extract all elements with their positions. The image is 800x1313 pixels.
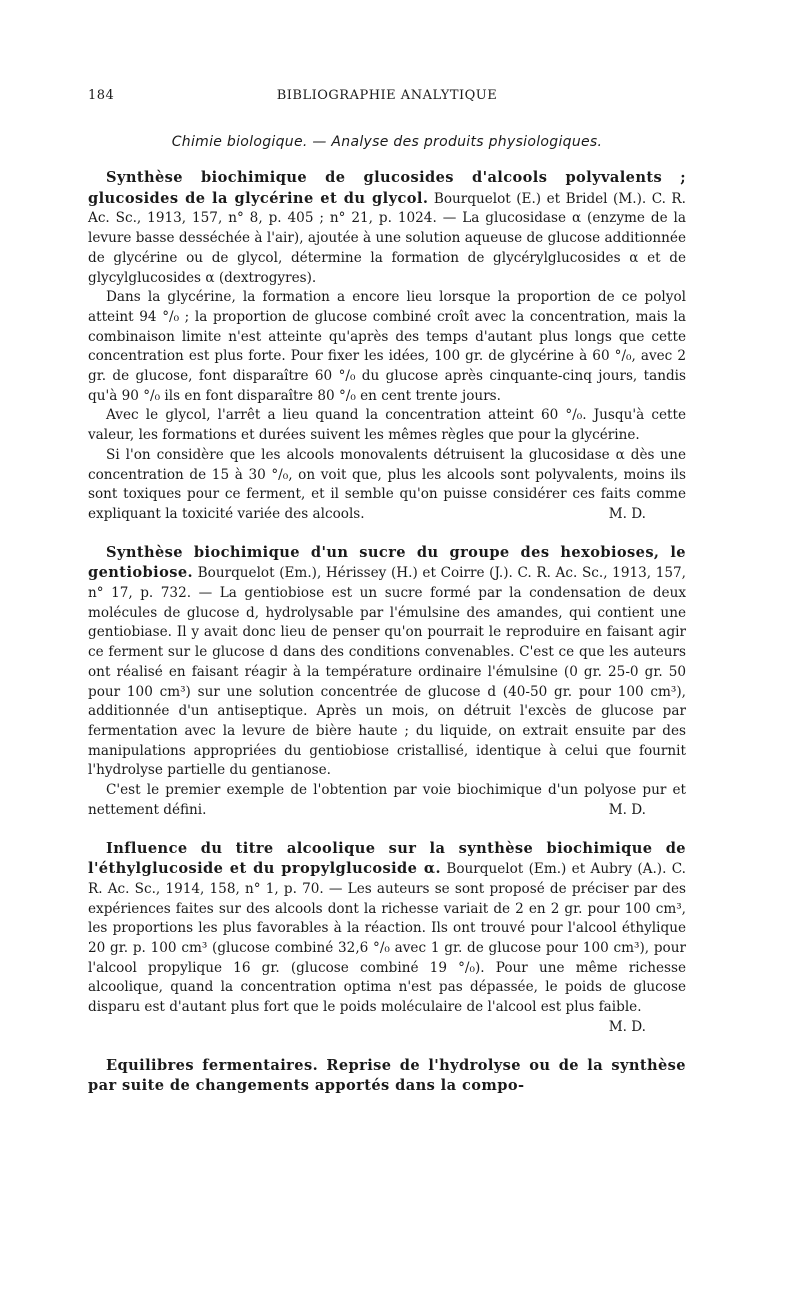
- entry-equilibres-fermentaires: [88, 1056, 686, 1097]
- entry-title: Influence du titre alcoolique sur la synthèse biochimique de l'éthylglucoside et du propylglucoside α.: [88, 839, 686, 878]
- entry-paragraph: [88, 168, 686, 288]
- entry-glucosides-polyvalents: [88, 168, 686, 525]
- entry-text: Bourquelot (Em.), Hérissey (H.) et Coirre (J.). C. R. Ac. Sc., 1913, 157, n° 17, p. 732. — La gentiobiose est un sucre formé par la condensation de deux molécules de glucose d, hydrolysable par l'émulsine des amandes, qui contient une gentiobiase. Il y avait donc lieu de penser qu'on pourrait le reproduire en faisant agir ce ferment sur le glucose d dans des conditions convenables. C'est ce que les auteurs ont réalisé en faisant réagir à la température ordinaire l'émulsine (0 gr. 25-0 gr. 50 pour 100 cm³) sur une solution concentrée de glucose d (40-50 gr. pour 100 cm³), additionnée d'un antiseptique. Après un mois, on détruit l'excès de glucose par fermentation avec la levure de bière haute ; du liquide, on extrait ensuite par des manipulations appropriées du gentiobiose cristallisé, identique à celui que fournit l'hydrolyse partielle du gentianose.: [88, 565, 686, 779]
- entry-title: Synthèse biochimique d'un sucre du groupe des hexobioses, le gentiobiose.: [88, 543, 686, 582]
- running-header: [88, 88, 686, 110]
- entry-text: Si l'on considère que les alcools monovalents détruisent la glucosidase α dès une concentration de 15 à 30 °/₀, on voit que, plus les alcools sont polyvalents, moins ils sont toxiques pour ce ferment, et il semble qu'on puisse considérer ces faits comme expliquant la toxicité variée des alcools.: [88, 446, 686, 522]
- entry-text: Bourquelot (Em.) et Aubry (A.). C. R. Ac. Sc., 1914, 158, n° 1, p. 70. — Les auteurs se sont proposé de préciser par des expériences faites sur des alcools dont la richesse variait de 2 en 2 gr. pour 100 cm³, les proportions les plus favorables à la réaction. Ils ont trouvé pour l'alcool éthylique 20 gr. p. 100 cm³ (glucose combiné 32,6 °/₀ avec 1 gr. de glucose pour 100 cm³), pour l'alcool propylique 16 gr. (glucose combiné 19 °/₀). Pour une même richesse alcoolique, quand la concentration optima n'est pas dépassée, le poids de glucose disparu est d'autant plus fort que le poids moléculaire de l'alcool est plus faible.: [88, 861, 686, 1016]
- entry-paragraph: [88, 839, 686, 1018]
- entry-paragraph: [88, 446, 686, 525]
- entry-paragraph: [88, 1056, 686, 1097]
- entry-paragraph: Avec le glycol, l'arrêt a lieu quand la concentration atteint 60 °/₀. Jusqu'à cette valeur, les formations et durées suivent les mêmes règles que pour la glycérine.: [88, 407, 686, 444]
- entry-title: Equilibres fermentaires. Reprise de l'hydrolyse ou de la synthèse par suite de changements apportés dans la compo-: [88, 1056, 686, 1095]
- entry-signature: M. D.: [608, 505, 646, 522]
- entry-titre-alcoolique: [88, 839, 686, 1038]
- page: [88, 88, 686, 1097]
- section-title: Chimie biologique. — Analyse des produits physiologiques.: [171, 134, 603, 150]
- entry-text: Bourquelot (E.) et Bridel (M.). C. R. Ac. Sc., 1913, 157, n° 8, p. 405 ; n° 21, p. 1024. — La glucosidase α (enzyme de la levure basse desséchée à l'air), ajoutée à une solution aqueuse de glucose additionnée de glycérine ou de glycol, détermine la formation de glycérylglucosides α et de glycylglucosides α (dextrogyres).: [88, 190, 686, 286]
- entry-gentiobiose: [88, 543, 686, 821]
- entry-paragraph: Dans la glycérine, la formation a encore lieu lorsque la proportion de ce polyol atteint 94 °/₀ ; la proportion de glucose combiné croît avec la concentration, mais la combinaison limite n'est atteinte qu'après des temps d'autant plus longs que cette concentration est plus forte. Pour fixer les idées, 100 gr. de glycérine à 60 °/₀, avec 2 gr. de glucose, font disparaître 60 °/₀ du glucose après cinquante-cinq jours, tandis qu'à 90 °/₀ ils en font disparaître 80 °/₀ en cent trente jours.: [88, 289, 686, 404]
- page-number: 184: [88, 88, 115, 103]
- running-title: BIBLIOGRAPHIE ANALYTIQUE: [276, 88, 498, 103]
- entry-text: C'est le premier exemple de l'obtention par voie biochimique d'un polyose pur et nettement défini.: [88, 782, 686, 818]
- entry-signature: M. D.: [608, 801, 646, 818]
- entry-title: Synthèse biochimique de glucosides d'alcools polyvalents ; glucosides de la glycérine et du glycol.: [88, 169, 686, 207]
- entry-paragraph: [88, 543, 686, 781]
- entry-signature: M. D.: [608, 1018, 646, 1035]
- entry-paragraph: [88, 781, 686, 820]
